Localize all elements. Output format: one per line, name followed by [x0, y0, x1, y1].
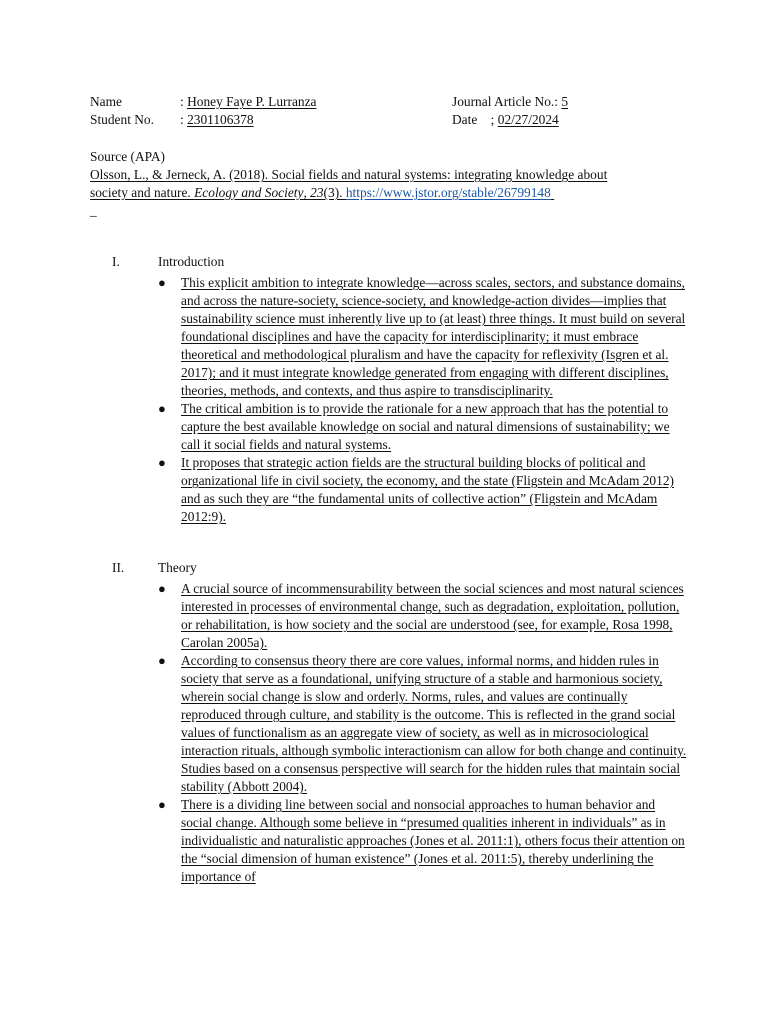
bullet-icon: ● [158, 275, 166, 290]
bullet-icon: ● [158, 653, 166, 668]
date-field [452, 112, 559, 128]
journal-value: 5 [561, 94, 569, 109]
bullet-icon: ● [158, 581, 166, 596]
bullet-text: There is a dividing line between social and nonsocial approaches to human behavior and social change. Although some believe in “presumed qualities inherent in individuals” as in individualistic and naturalistic approaches (Jones et al. 2011:1), others focus their attention on the “social dimension of human existence” (Jones et al. 2011:5), thereby underlining the importance of [181, 797, 685, 884]
section-number: II. [112, 560, 125, 575]
citation-issue: (3). [323, 185, 346, 200]
citation-line-1: Olsson, L., & Jerneck, A. (2018). Social fields and natural systems: integrating knowledge about [90, 167, 608, 182]
list-item [158, 796, 688, 886]
list-item [158, 652, 688, 796]
date-value: 02/27/2024 [497, 112, 559, 127]
citation-url-link[interactable]: https://www.jstor.org/stable/26799148 [345, 185, 551, 200]
theory-bullet-list [158, 580, 688, 886]
bullet-text: This explicit ambition to integrate knowledge—across scales, sectors, and substance domains, and across the nature-society, science-society, and knowledge-action divides—implies that sustainability science must inherently live up to (at least) three things. It must build on several foundational disciplines and have the capacity for interdisciplinarity; it must embrace theoretical and methodological pluralism and have the capacity for reflexivity (Isgren et al. 2017); and it must integrate knowledge generated from engaging with different disciplines, theories, methods, and contexts, and thus aspire to transdisciplinarity. [181, 275, 686, 398]
list-item [158, 274, 688, 400]
source-heading: Source (APA) [90, 149, 166, 164]
citation-authors-tail: society and nature. [90, 185, 195, 200]
citation-comma: , [303, 185, 311, 200]
bullet-icon: ● [158, 797, 166, 812]
section-title: Theory [158, 560, 197, 575]
journal-label: Journal Article No.: [452, 94, 562, 109]
bullet-text: It proposes that strategic action fields are the structural building blocks of political and organizational life in civil society, the economy, and the state (Fligstein and McAdam 2012) and as such they are “the fundamental units of collective action” (Fligstein and McAdam 2012:9). [181, 455, 674, 524]
citation-line-2 [90, 184, 554, 202]
name-value-text: Honey Faye P. Lurranza [187, 94, 317, 109]
list-item [158, 454, 688, 526]
name-label: Name [90, 94, 122, 109]
student-label: Student No. [90, 112, 154, 127]
list-item [158, 400, 688, 454]
header-block [90, 94, 690, 134]
section-number: I. [112, 254, 120, 269]
student-value-text: 2301106378 [187, 112, 254, 127]
bullet-text: According to consensus theory there are core values, informal norms, and hidden rules in society that serve as a foundational, unifying structure of a stable and harmonious society, wherein social change is slow and orderly. Norms, rules, and values are continually reproduced through culture, and stability is the outcome. This is reflected in the grand social values of functionalism as an aggregate view of society, as well as in microsociological interaction rituals, although symbolic interactionism can allow for both change and continuity. Studies based on a consensus perspective will search for the hidden rules that maintain social stability (Abbott 2004). [181, 653, 687, 794]
introduction-bullet-list [158, 274, 688, 526]
section-title: Introduction [158, 254, 225, 269]
student-value: : 2301106378 [180, 112, 254, 127]
name-value: : Honey Faye P. Lurranza [180, 94, 317, 109]
journal-article-field [452, 94, 568, 110]
bullet-icon: ● [158, 455, 166, 470]
citation-journal: Ecology and Society [194, 185, 304, 200]
bullet-text: The critical ambition is to provide the rationale for a new approach that has the potential to capture the best available knowledge on social and natural dimensions of sustainability; we call it social fields and natural systems. [181, 401, 670, 452]
list-item [158, 580, 688, 652]
citation-volume: 23 [310, 185, 324, 200]
bullet-icon: ● [158, 401, 166, 416]
date-label: Date ; [452, 112, 498, 127]
bullet-text: A crucial source of incommensurability between the social sciences and most natural sciences interested in processes of environmental change, such as degradation, exploitation, pollution, or rehabilitation, is how society and the social are understood (see, for example, Rosa 1998, Carolan 2005a). [181, 581, 684, 650]
trailing-underscore: _ [90, 203, 97, 218]
